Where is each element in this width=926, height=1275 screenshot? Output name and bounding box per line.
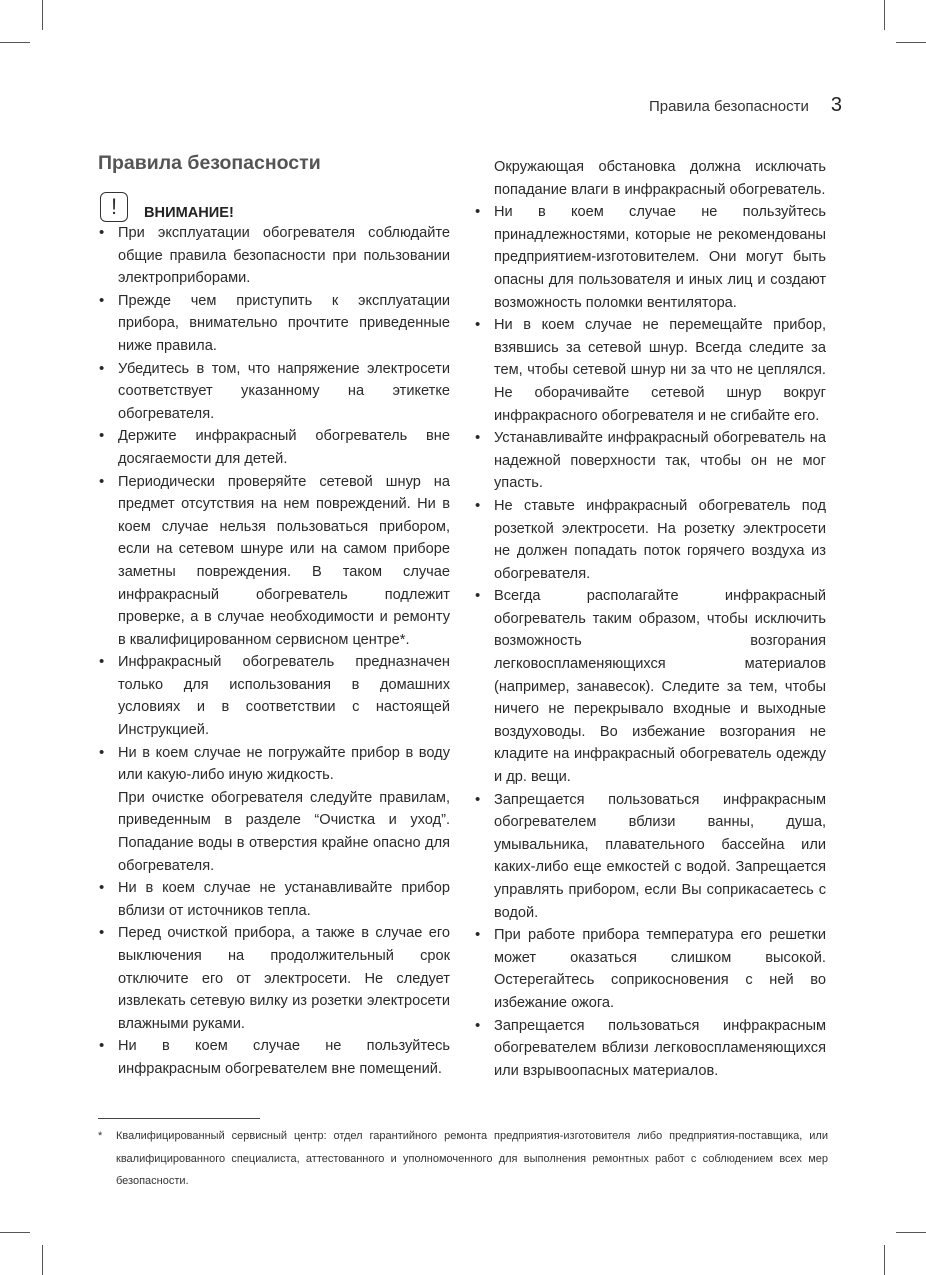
running-header bbox=[649, 94, 842, 117]
list-item: • Ни в коем случае не пользуйтесь инфракрасным обогревателем вне помещений. bbox=[98, 1035, 450, 1080]
list-item: • Инфракрасный обогреватель предназначен только для использования в домашних условиях и в соответствии с настоящей Инструкцией. bbox=[98, 651, 450, 741]
footnote-text: Квалифицированный сервисный центр: отдел гарантийного ремонта предприятия-изготовителя либо предприятия-поставщика, или квалифицированного специалиста, аттестованного и уполномоченного для выполнения ремонтных работ с соблюдением всех мер безопасности. bbox=[116, 1130, 828, 1187]
list-item: • Прежде чем приступить к эксплуатации прибора, внимательно прочтите приведенные ниже правила. bbox=[98, 290, 450, 358]
list-item: • Перед очисткой прибора, а также в случае его выключения на продолжительный срок отключите его от электросети. Не следует извлекать сетевую вилку из розетки электросети влажными руками. bbox=[98, 922, 450, 1035]
footnote bbox=[98, 1125, 828, 1193]
footnote-rule bbox=[98, 1118, 260, 1119]
list-item: • При работе прибора температура его решетки может оказаться слишком высокой. Остерегайтесь соприкосновения с ней во избежание ожога. bbox=[474, 924, 826, 1014]
section-title: Правила безопасности bbox=[98, 152, 321, 174]
crop-mark bbox=[896, 42, 926, 43]
running-title: Правила безопасности bbox=[648, 98, 809, 115]
list-item: • Ни в коем случае не погружайте прибор в воду или какую-либо иную жидкость. bbox=[98, 742, 450, 787]
list-item: • Запрещается пользоваться инфракрасным обогревателем вблизи ванны, душа, умывальника, плавательного бассейна или каких-либо еще емкостей с водой. Запрещается управлять прибором, если Вы соприкасаетесь с водой. bbox=[474, 789, 826, 925]
list-item: • Держите инфракрасный обогреватель вне досягаемости для детей. bbox=[98, 425, 450, 470]
exclamation-icon: ! bbox=[100, 192, 128, 222]
warning-label: ВНИМАНИЕ! bbox=[144, 205, 234, 221]
crop-mark bbox=[0, 1232, 30, 1233]
list-item: • Всегда располагайте инфракрасный обогреватель таким образом, чтобы исключить возможность возгорания легковоспламеняющихся материалов (например, занавесок). Следите за тем, чтобы ничего не перекрывало входные и выходные воздуховоды. Во избежание возгорания не кладите на инфракрасный обогреватель одежду и др. вещи. bbox=[474, 585, 826, 788]
list-item: • При эксплуатации обогревателя соблюдайте общие правила безопасности при пользовании электроприборами. bbox=[98, 222, 450, 290]
page-number: 3 bbox=[830, 94, 842, 116]
safety-list bbox=[98, 222, 450, 787]
list-item: • Ни в коем случае не перемещайте прибор, взявшись за сетевой шнур. Всегда следите за тем, чтобы сетевой шнур ни за что не цеплялся. Не оборачивайте сетевой шнур вокруг инфракрасного обогревателя и не сгибайте его. bbox=[474, 314, 826, 427]
list-item: • Ни в коем случае не устанавливайте прибор вблизи от источников тепла. bbox=[98, 877, 450, 922]
continuation-paragraph: При очистке обогревателя следуйте правилам, приведенным в разделе “Очистка и уход”. Попадание воды в отверстия крайне опасно для обогревателя. bbox=[118, 789, 450, 874]
continuation-paragraph: Окружающая обстановка должна исключать попадание влаги в инфракрасный обогреватель. bbox=[494, 159, 826, 198]
list-item: • Устанавливайте инфракрасный обогреватель на надежной поверхности так, чтобы он не мог упасть. bbox=[474, 427, 826, 495]
list-item: • Не ставьте инфракрасный обогреватель под розеткой электросети. На розетку электросети не должен попадать поток горячего воздуха из обогревателя. bbox=[474, 495, 826, 585]
safety-list bbox=[474, 201, 826, 1082]
crop-mark bbox=[0, 42, 30, 43]
left-column bbox=[98, 150, 450, 1081]
crop-mark bbox=[42, 0, 43, 30]
crop-mark bbox=[884, 1245, 885, 1275]
list-item: • Периодически проверяйте сетевой шнур на предмет отсутствия на нем повреждений. Ни в коем случае нельзя пользоваться прибором, если на сетевом шнуре или на самом приборе заметны повреждения. В таком случае инфракрасный обогреватель подлежит проверке, а в случае необходимости и ремонту в квалифицированном сервисном центре*. bbox=[98, 471, 450, 652]
list-item: • Ни в коем случае не пользуйтесь принадлежностями, которые не рекомендованы предприятием-изготовителем. Они могут быть опасны для пользователя и иных лиц и создают возможность поломки вентилятора. bbox=[474, 201, 826, 314]
list-item: • Запрещается пользоваться инфракрасным обогревателем вблизи легковоспламеняющихся или взрывоопасных материалов. bbox=[474, 1015, 826, 1083]
right-column bbox=[474, 156, 826, 1082]
list-item: • Убедитесь в том, что напряжение электросети соответствует указанному на этикетке обогревателя. bbox=[98, 358, 450, 426]
crop-mark bbox=[896, 1232, 926, 1233]
footnote-marker: * bbox=[98, 1130, 103, 1142]
crop-mark bbox=[42, 1245, 43, 1275]
safety-list bbox=[98, 877, 450, 1080]
crop-mark bbox=[884, 0, 885, 30]
warning-notice bbox=[100, 186, 450, 222]
